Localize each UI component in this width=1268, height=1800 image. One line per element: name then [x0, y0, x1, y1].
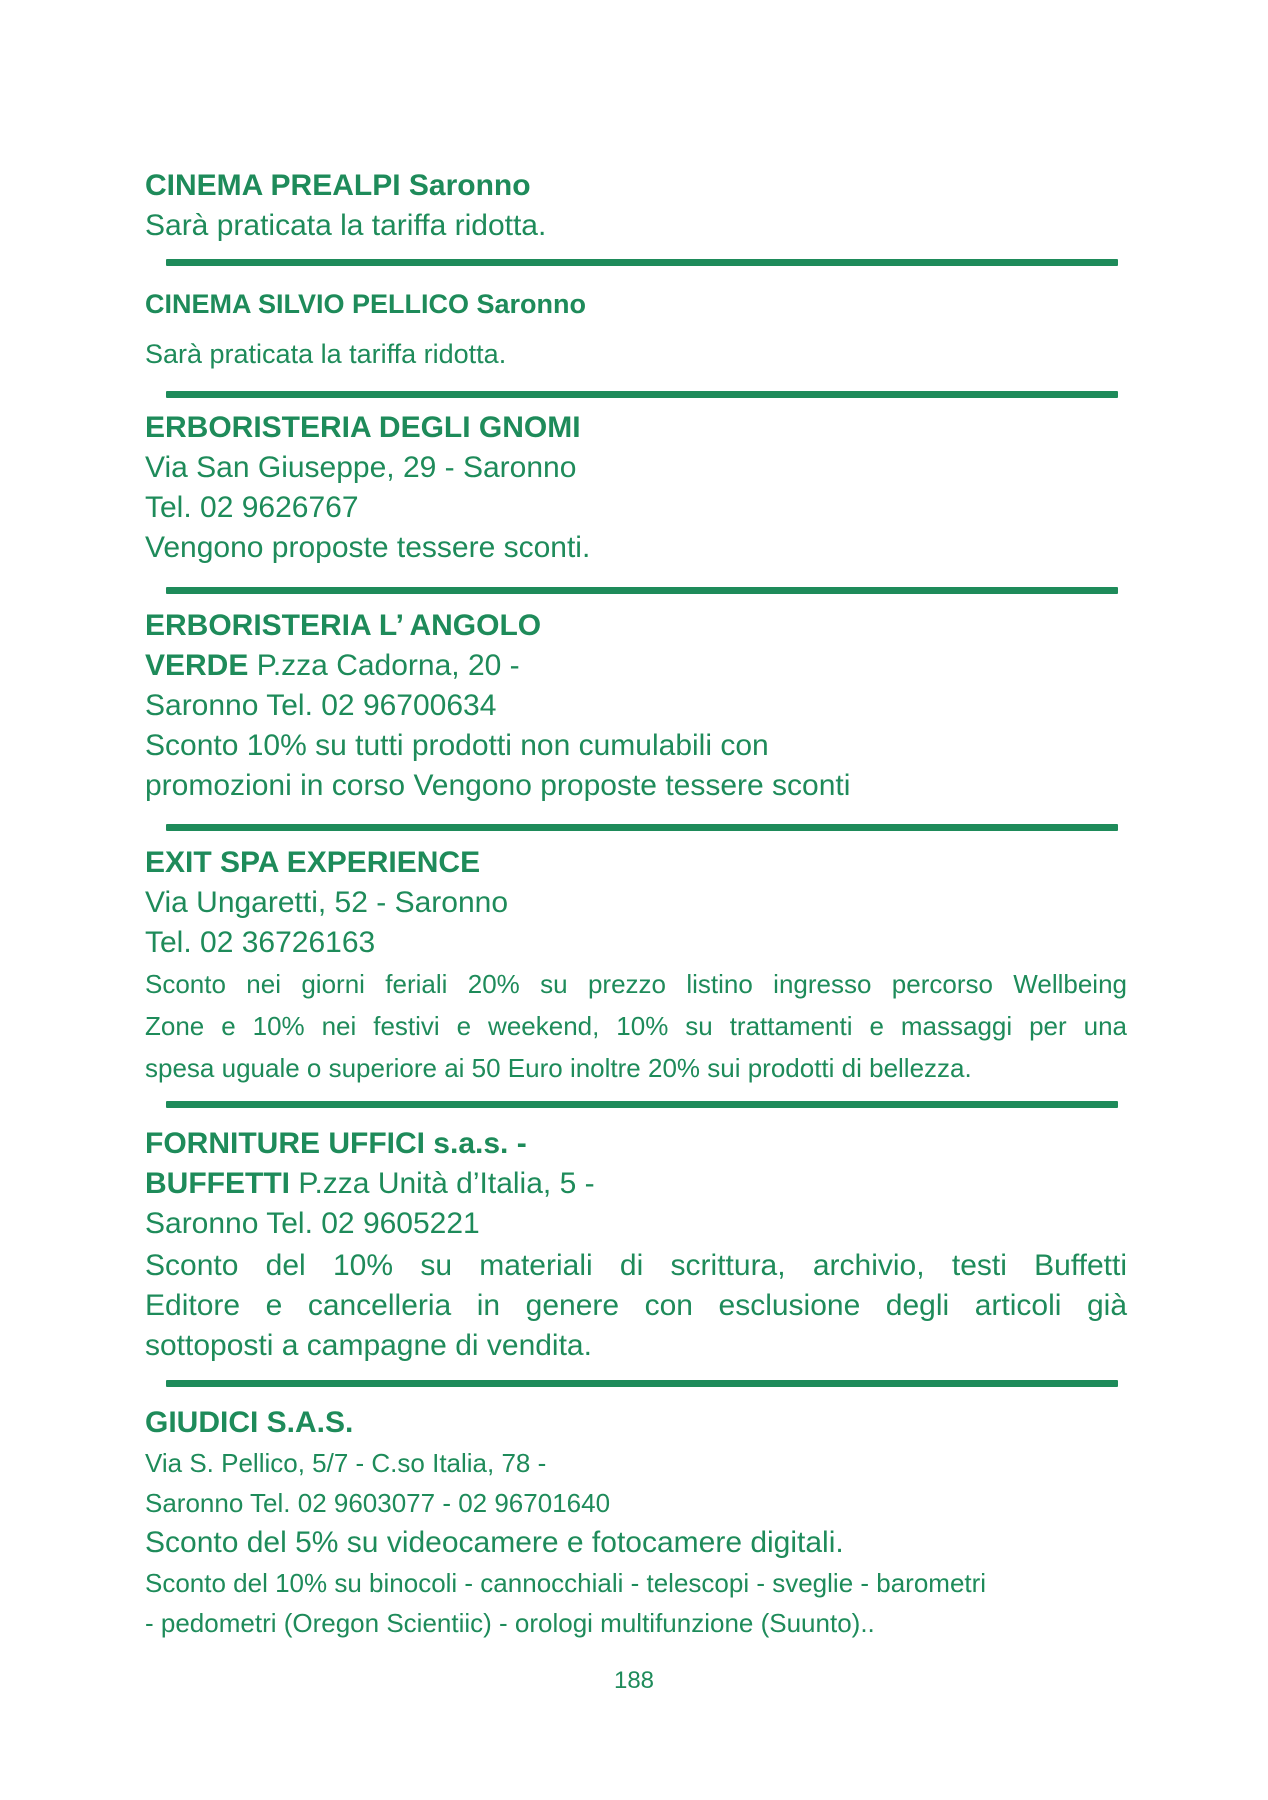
separator [166, 824, 1118, 831]
entry-forniture-uffici-buffetti [145, 1124, 1127, 1366]
entry-offer: Zone e 10% nei festivi e weekend, 10% su trattamenti e massaggi per una [145, 1011, 1127, 1041]
entry-phone: Tel. 02 9626767 [145, 491, 359, 524]
entry-title: CINEMA PREALPI Saronno [145, 169, 531, 202]
entry-erboristeria-angolo-verde [145, 606, 1127, 806]
entry-title: CINEMA SILVIO PELLICO Saronno [145, 289, 587, 319]
entry-address: Via San Giuseppe, 29 - Saronno [145, 451, 577, 484]
entry-address: P.zza Unità d’Italia, 5 - [289, 1167, 595, 1200]
entry-text: Sarà praticata la tariffa ridotta. [145, 339, 507, 369]
entry-giudici [145, 1403, 1127, 1643]
entry-title-continuation: BUFFETTI [145, 1167, 290, 1200]
entry-offer: Sconto del 10% su binocoli - cannocchiali - telescopi - sveglie - barometri [145, 1568, 987, 1598]
entry-offer: Editore e cancelleria in genere con esclusione degli articoli già [145, 1289, 1127, 1322]
separator [166, 587, 1118, 594]
entry-erboristeria-gnomi [145, 408, 1127, 568]
entry-offer: - pedometri (Oregon Scientiic) - orologi multifunzione (Suunto).. [145, 1608, 875, 1638]
entry-phone: Saronno Tel. 02 9603077 - 02 96701640 [145, 1488, 611, 1518]
entry-phone: Saronno Tel. 02 9605221 [145, 1207, 480, 1240]
entry-title: EXIT SPA EXPERIENCE [145, 846, 481, 879]
entry-title-continuation: VERDE [145, 649, 249, 682]
entry-title: ERBORISTERIA DEGLI GNOMI [145, 411, 581, 444]
entry-text: Sarà praticata la tariffa ridotta. [145, 209, 547, 242]
page-number: 188 [613, 1667, 655, 1694]
separator [166, 259, 1118, 266]
entry-address: Via S. Pellico, 5/7 - C.so Italia, 78 - [145, 1448, 547, 1478]
separator [166, 1101, 1118, 1108]
entry-title-address-line [145, 646, 1127, 686]
entry-address: Via Ungaretti, 52 - Saronno [145, 886, 509, 919]
entry-exit-spa [145, 843, 1127, 1089]
entry-title: FORNITURE UFFICI s.a.s. - [145, 1127, 527, 1160]
entry-offer: Sconto nei giorni feriali 20% su prezzo listino ingresso percorso Wellbeing [145, 969, 1127, 999]
entry-phone: Saronno Tel. 02 96700634 [145, 689, 497, 722]
entry-offer: sottoposti a campagne di vendita. [145, 1329, 592, 1362]
entry-offer: Sconto 10% su tutti prodotti non cumulabili con [145, 729, 769, 762]
entry-title-address-line [145, 1164, 1127, 1204]
entry-phone: Tel. 02 36726163 [145, 926, 376, 959]
entry-offer: Sconto del 5% su videocamere e fotocamere digitali. [145, 1526, 844, 1559]
separator [166, 1380, 1118, 1387]
entry-offer: Vengono proposte tessere sconti. [145, 531, 591, 564]
entry-title: GIUDICI S.A.S. [145, 1406, 354, 1439]
entry-offer: spesa uguale o superiore ai 50 Euro inoltre 20% sui prodotti di bellezza. [145, 1053, 972, 1083]
entry-cinema-silvio-pellico [145, 284, 1127, 374]
entry-offer: Sconto del 10% su materiali di scrittura, archivio, testi Buffetti [145, 1249, 1127, 1282]
entry-cinema-prealpi [145, 166, 1127, 246]
entry-title: ERBORISTERIA L’ ANGOLO [145, 609, 542, 642]
separator [166, 391, 1118, 398]
entry-address: P.zza Cadorna, 20 - [248, 649, 520, 682]
entry-offer: promozioni in corso Vengono proposte tessere sconti [145, 769, 851, 802]
